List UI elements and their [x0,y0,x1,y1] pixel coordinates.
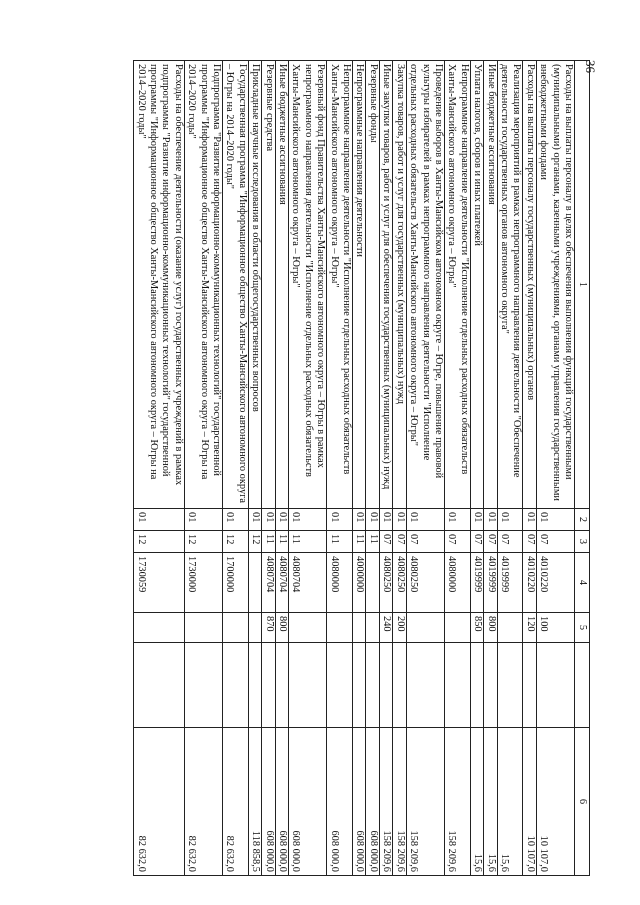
row-name: Государственная программа "Информационное общество Ханты-Мансийского автономного округа – Югры на 2014–2020 годы" [223,61,249,509]
row-subsection: 11 [366,531,379,553]
row-target-article: 1730059 [134,553,185,613]
row-expense-type: 240 [379,613,392,643]
page-number: 36 [583,60,598,73]
row-empty [497,643,523,728]
row-subsection: 11 [289,531,327,553]
row-target-article: 4019999 [497,553,523,613]
rotated-document [70,60,590,875]
row-expense-type [406,613,444,643]
row-amount: 158 209,6 [444,728,470,876]
table-row [444,61,470,876]
table-row [379,61,392,876]
table-row [275,61,288,876]
row-section: 01 [289,509,327,531]
row-name: Резервные фонды [366,61,379,509]
row-subsection: 07 [444,531,470,553]
row-target-article: 4010220 [523,553,536,613]
row-expense-type [248,613,261,643]
row-expense-type [134,613,185,643]
row-expense-type: 100 [536,613,574,643]
row-amount: 608 000,0 [289,728,327,876]
row-empty [366,643,379,728]
row-target-article: 4080000 [327,553,353,613]
row-empty [470,643,483,728]
row-section: 01 [484,509,497,531]
row-section: 01 [134,509,185,531]
row-name: Реализация мероприятий в рамках непрограммного направления деятельности "Обеспечение деятельности государственных органов автономного округа" [497,61,523,509]
row-name: Иные закупки товаров, работ и услуг для обеспечения государственных (муниципальных) нужд [379,61,392,509]
row-target-article: 4019999 [470,553,483,613]
row-section: 01 [262,509,275,531]
row-name: Уплата налогов, сборов и иных платежей [470,61,483,509]
row-name: Прикладные научные исследования в области общегосударственных вопросов [248,61,261,509]
row-subsection: 07 [523,531,536,553]
row-target-article: 4080250 [393,553,406,613]
header-name: 1 [575,61,590,509]
row-subsection: 07 [470,531,483,553]
table-row [223,61,249,876]
row-target-article: 4080704 [289,553,327,613]
table-row [262,61,275,876]
row-section: 01 [470,509,483,531]
row-section: 01 [248,509,261,531]
row-target-article: 1700000 [223,553,249,613]
row-section: 01 [366,509,379,531]
row-section: 01 [393,509,406,531]
row-target-article: 1730000 [184,553,222,613]
row-subsection: 07 [406,531,444,553]
row-amount: 15,6 [484,728,497,876]
row-amount: 82 632,0 [184,728,222,876]
row-empty [353,643,366,728]
row-empty [289,643,327,728]
row-target-article [366,553,379,613]
row-subsection: 12 [248,531,261,553]
table-row [523,61,536,876]
row-amount: 15,6 [470,728,483,876]
row-amount: 82 632,0 [134,728,185,876]
row-empty [393,643,406,728]
row-target-article [248,553,261,613]
header-expense-type: 5 [575,613,590,643]
header-subsection: 3 [575,531,590,553]
row-expense-type: 800 [484,613,497,643]
row-empty [379,643,392,728]
row-name: Расходы на выплаты персоналу в целях обеспечения выполнения функций государственными (муниципальными) органами, казенными учреждениями, органами управления государственными внебюджетными фондами [536,61,574,509]
row-subsection: 07 [379,531,392,553]
header-empty [575,643,590,728]
row-section: 01 [444,509,470,531]
row-amount: 608 000,0 [353,728,366,876]
table-row [248,61,261,876]
table-row [393,61,406,876]
table-row [327,61,353,876]
row-empty [248,643,261,728]
row-empty [134,643,185,728]
table-row [289,61,327,876]
row-amount: 158 209,6 [406,728,444,876]
row-empty [184,643,222,728]
header-target-article: 4 [575,553,590,613]
row-target-article: 4080704 [275,553,288,613]
row-section: 01 [353,509,366,531]
row-name: Проведение выборов в Ханты-Мансийском автономном округе – Югре, повышение правовой культуры избирателей в рамках непрограммного направления деятельности "Исполнение отдельных расходных обязательств Ханты-Мансийского автономного округа – Югры" [406,61,444,509]
row-subsection: 07 [484,531,497,553]
row-subsection: 07 [497,531,523,553]
table-row [134,61,185,876]
row-subsection: 12 [134,531,185,553]
row-empty [275,643,288,728]
row-expense-type [444,613,470,643]
row-subsection: 11 [275,531,288,553]
row-expense-type [184,613,222,643]
row-section: 01 [327,509,353,531]
row-name: Непрограммное направление деятельности "Исполнение отдельных расходных обязательств Ханты-Мансийского автономного округа – Югры" [327,61,353,509]
table-row [497,61,523,876]
row-amount: 15,6 [497,728,523,876]
row-amount: 608 000,0 [275,728,288,876]
table-row [366,61,379,876]
table-row [184,61,222,876]
row-name: Иные бюджетные ассигнования [275,61,288,509]
row-target-article: 4019999 [484,553,497,613]
row-amount: 608 000,0 [366,728,379,876]
row-subsection: 12 [223,531,249,553]
row-expense-type [497,613,523,643]
row-section: 01 [223,509,249,531]
row-amount: 10 107,0 [523,728,536,876]
header-row [575,61,590,876]
row-empty [444,643,470,728]
row-target-article: 4000000 [353,553,366,613]
header-amount: 6 [575,728,590,876]
row-target-article: 4080704 [262,553,275,613]
row-subsection: 07 [536,531,574,553]
row-amount: 158 209,6 [393,728,406,876]
row-expense-type [353,613,366,643]
row-target-article: 4010220 [536,553,574,613]
row-empty [406,643,444,728]
row-subsection: 11 [353,531,366,553]
row-target-article: 4080250 [379,553,392,613]
row-expense-type [223,613,249,643]
row-empty [484,643,497,728]
row-target-article: 4080250 [406,553,444,613]
row-empty [523,643,536,728]
row-expense-type [366,613,379,643]
row-expense-type [327,613,353,643]
row-name: Непрограммное направление деятельности "Исполнение отдельных расходных обязательств Ханты-Мансийского автономного округа – Югры" [444,61,470,509]
row-section: 01 [379,509,392,531]
row-expense-type: 870 [262,613,275,643]
row-subsection: 11 [262,531,275,553]
row-empty [327,643,353,728]
row-expense-type [289,613,327,643]
row-section: 01 [523,509,536,531]
row-expense-type: 850 [470,613,483,643]
row-section: 01 [275,509,288,531]
row-name: Расходы на обеспечение деятельности (оказание услуг) государственных учреждений в рамках подпрограммы "Развитие информационно-коммуникационных технологий" государственной программы "Информационное общество Ханты-Мансийского автономного округа – Югры на 2014–2020 годы" [134,61,185,509]
row-amount: 608 000,0 [327,728,353,876]
row-target-article: 4080000 [444,553,470,613]
row-amount: 608 000,0 [262,728,275,876]
row-subsection: 11 [327,531,353,553]
table-row [353,61,366,876]
row-name: Непрограммные направления деятельности [353,61,366,509]
row-section: 01 [406,509,444,531]
table-row [536,61,574,876]
table-row [406,61,444,876]
row-name: Иные бюджетные ассигнования [484,61,497,509]
row-expense-type: 120 [523,613,536,643]
row-amount: 82 632,0 [223,728,249,876]
row-name: Подпрограмма "Развитие информационно-коммуникационных технологий" государственной программы "Информационное общество Ханты-Мансийского автономного округа – Югры на 2014–2020 годы" [184,61,222,509]
row-subsection: 07 [393,531,406,553]
row-amount: 10 107,0 [536,728,574,876]
row-section: 01 [497,509,523,531]
row-subsection: 12 [184,531,222,553]
header-section: 2 [575,509,590,531]
row-amount: 118 858,5 [248,728,261,876]
row-name: Резервные средства [262,61,275,509]
row-name: Резервный фонд Правительства Ханты-Мансийского автономного округа – Югры в рамках непрограммного направления деятельности "Исполнение отдельных расходных обязательств Ханты-Мансийского автономного округа – Югры" [289,61,327,509]
row-expense-type: 200 [393,613,406,643]
row-empty [262,643,275,728]
row-empty [536,643,574,728]
row-section: 01 [184,509,222,531]
table-row [484,61,497,876]
row-section: 01 [536,509,574,531]
budget-table [133,60,590,876]
row-expense-type: 800 [275,613,288,643]
table-row [470,61,483,876]
row-name: Закупка товаров, работ и услуг для государственных (муниципальных) нужд [393,61,406,509]
row-name: Расходы на выплаты персоналу государственных (муниципальных) органов [523,61,536,509]
row-amount: 158 209,6 [379,728,392,876]
row-empty [223,643,249,728]
